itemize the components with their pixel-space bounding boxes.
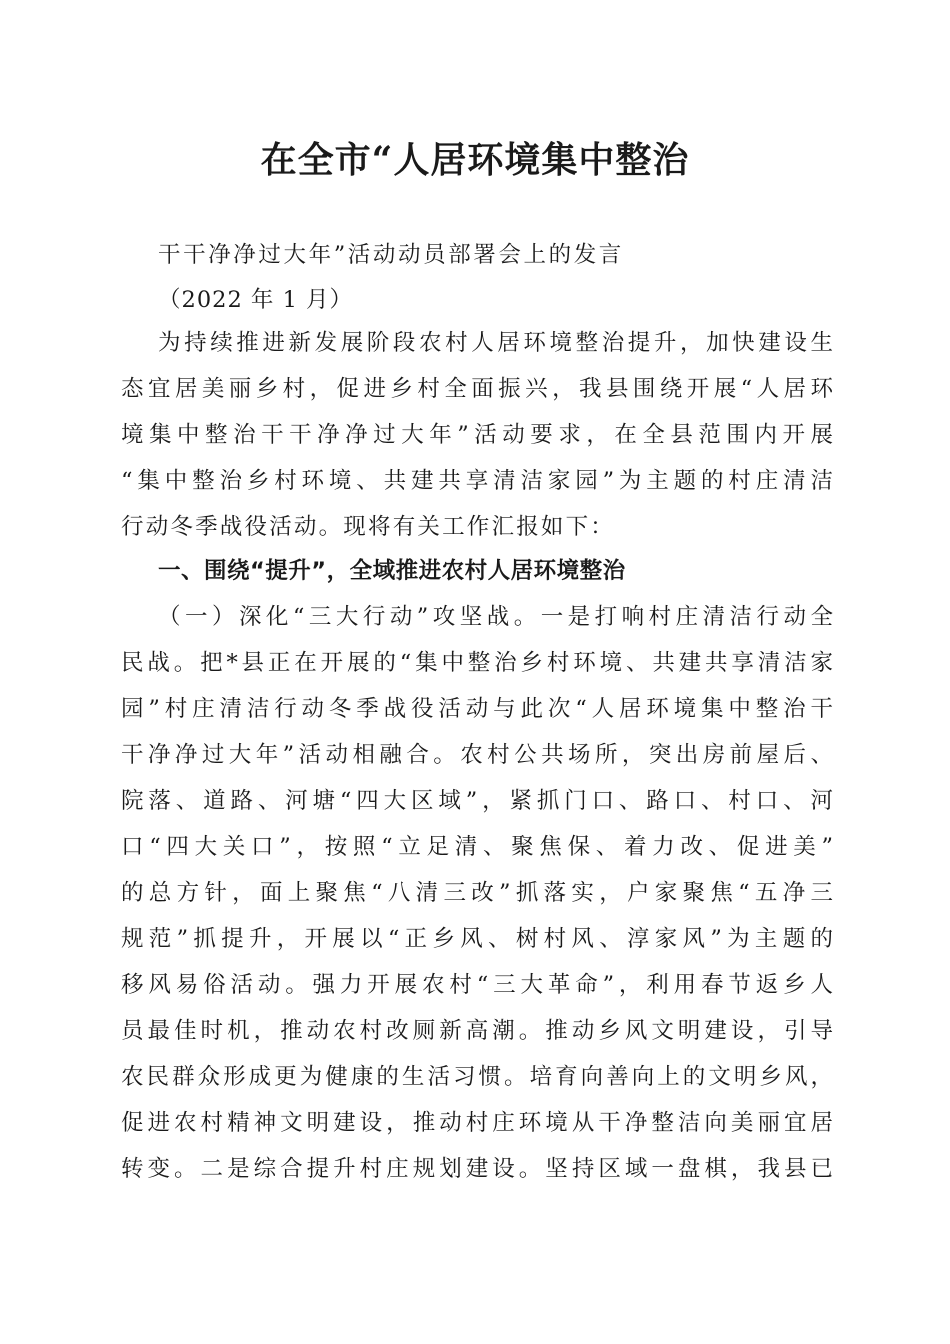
paragraph-line: 民战。把*县正在开展的“集中整治乡村环境、共建共享清洁家: [121, 650, 833, 676]
paragraph-line: 农民群众形成更为健康的生活习惯。培育向善向上的文明乡风，: [121, 1064, 833, 1090]
paragraph-line: 院落、道路、河塘“四大区域”，紧抓门口、路口、村口、河: [121, 788, 833, 814]
paragraph-line: 移风易俗活动。强力开展农村“三大革命”，利用春节返乡人: [121, 972, 833, 998]
paragraph-line: 促进农村精神文明建设，推动村庄环境从干净整洁向美丽宜居: [121, 1110, 833, 1136]
section-heading: 一、围绕“提升”，全域推进农村人居环境整治: [158, 558, 626, 584]
document-subtitle: 干干净净过大年”活动动员部署会上的发言: [158, 242, 624, 268]
paragraph-line: 口“四大关口”，按照“立足清、聚焦保、着力改、促进美”: [121, 834, 833, 860]
paragraph-line: 园”村庄清洁行动冬季战役活动与此次“人居环境集中整治干: [121, 696, 833, 722]
paragraph-line: 转变。二是综合提升村庄规划建设。坚持区域一盘棋，我县已: [121, 1156, 833, 1182]
paragraph-line: 规范”抓提升，开展以“正乡风、树村风、淳家风”为主题的: [121, 926, 833, 952]
paragraph-line: 态宜居美丽乡村，促进乡村全面振兴，我县围绕开展“人居环: [121, 376, 833, 402]
paragraph-line: 员最佳时机，推动农村改厕新高潮。推动乡风文明建设，引导: [121, 1018, 833, 1044]
document-title: 在全市“人居环境集中整治: [260, 139, 690, 181]
paragraph-line: 境集中整治干干净净过大年”活动要求，在全县范围内开展: [121, 422, 833, 448]
paragraph-line: 为持续推进新发展阶段农村人居环境整治提升，加快建设生: [158, 330, 833, 356]
paragraph-line: 的总方针，面上聚焦“八清三改”抓落实，户家聚焦“五净三: [121, 880, 833, 906]
paragraph-line: 行动冬季战役活动。现将有关工作汇报如下：: [121, 514, 616, 540]
document-date: （2022 年 1 月）: [158, 287, 354, 313]
paragraph-line: 干净净过大年”活动相融合。农村公共场所，突出房前屋后、: [121, 742, 833, 768]
paragraph-line: “集中整治乡村环境、共建共享清洁家园”为主题的村庄清洁: [121, 468, 833, 494]
paragraph-line: （一）深化“三大行动”攻坚战。一是打响村庄清洁行动全: [158, 604, 833, 630]
